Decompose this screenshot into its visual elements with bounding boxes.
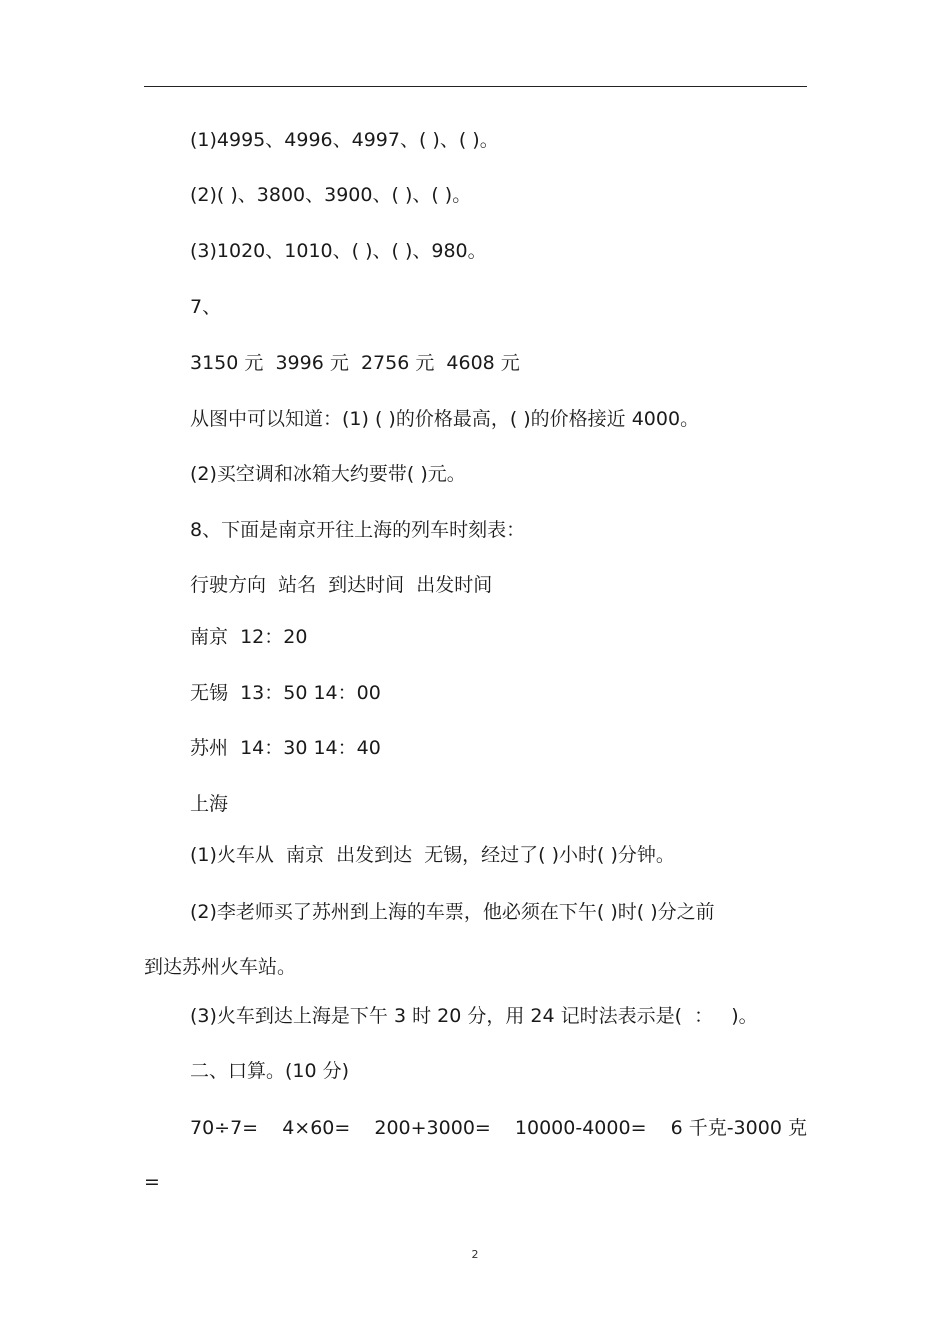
sequence-question-1: (1)4995、4996、4997、( )、( )。 <box>190 129 499 151</box>
timetable-row-shanghai: 上海 <box>190 793 229 815</box>
oral-item: 4×60= <box>282 1117 351 1139</box>
question-8-title: 8、下面是南京开往上海的列车时刻表： <box>190 519 526 541</box>
sequence-question-2: (2)( )、3800、3900、( )、( )。 <box>190 184 472 206</box>
oral-item: 200+3000= <box>374 1117 491 1139</box>
price-list: 3150 元 3996 元 2756 元 4608 元 <box>190 352 520 374</box>
question-8-part-1: (1)火车从 南京 出发到达 无锡，经过了( )小时( )分钟。 <box>190 844 675 866</box>
header-rule <box>144 86 807 87</box>
question-8-part-3: (3)火车到达上海是下午 3 时 20 分，用 24 记时法表示是( ： )。 <box>190 1005 758 1027</box>
question-7-number: 7、 <box>190 296 222 318</box>
oral-item: 6 千克-3000 克 <box>670 1117 807 1139</box>
question-7-part-1: 从图中可以知道：(1) ( )的价格最高，( )的价格接近 4000。 <box>190 408 700 430</box>
sequence-question-3: (3)1020、1010、( )、( )、980。 <box>190 240 487 262</box>
oral-item: 10000-4000= <box>514 1117 647 1139</box>
page-number: 2 <box>471 1248 479 1261</box>
question-8-part-2: (2)李老师买了苏州到上海的车票，他必须在下午( )时( )分之前 <box>190 901 715 923</box>
oral-item: 70÷7= <box>190 1117 259 1139</box>
oral-row-continued: = <box>144 1171 160 1193</box>
timetable-row-nanjing: 南京 12：20 <box>190 626 308 648</box>
timetable-row-wuxi: 无锡 13：50 14：00 <box>190 682 381 704</box>
section-2-heading: 二、口算。(10 分) <box>190 1060 350 1082</box>
oral-calculation-row <box>190 1116 807 1140</box>
question-7-part-2: (2)买空调和冰箱大约要带( )元。 <box>190 463 466 485</box>
question-8-part-2-continued: 到达苏州火车站。 <box>144 956 297 978</box>
timetable-row-suzhou: 苏州 14：30 14：40 <box>190 737 381 759</box>
timetable-header: 行驶方向 站名 到达时间 出发时间 <box>190 574 493 596</box>
